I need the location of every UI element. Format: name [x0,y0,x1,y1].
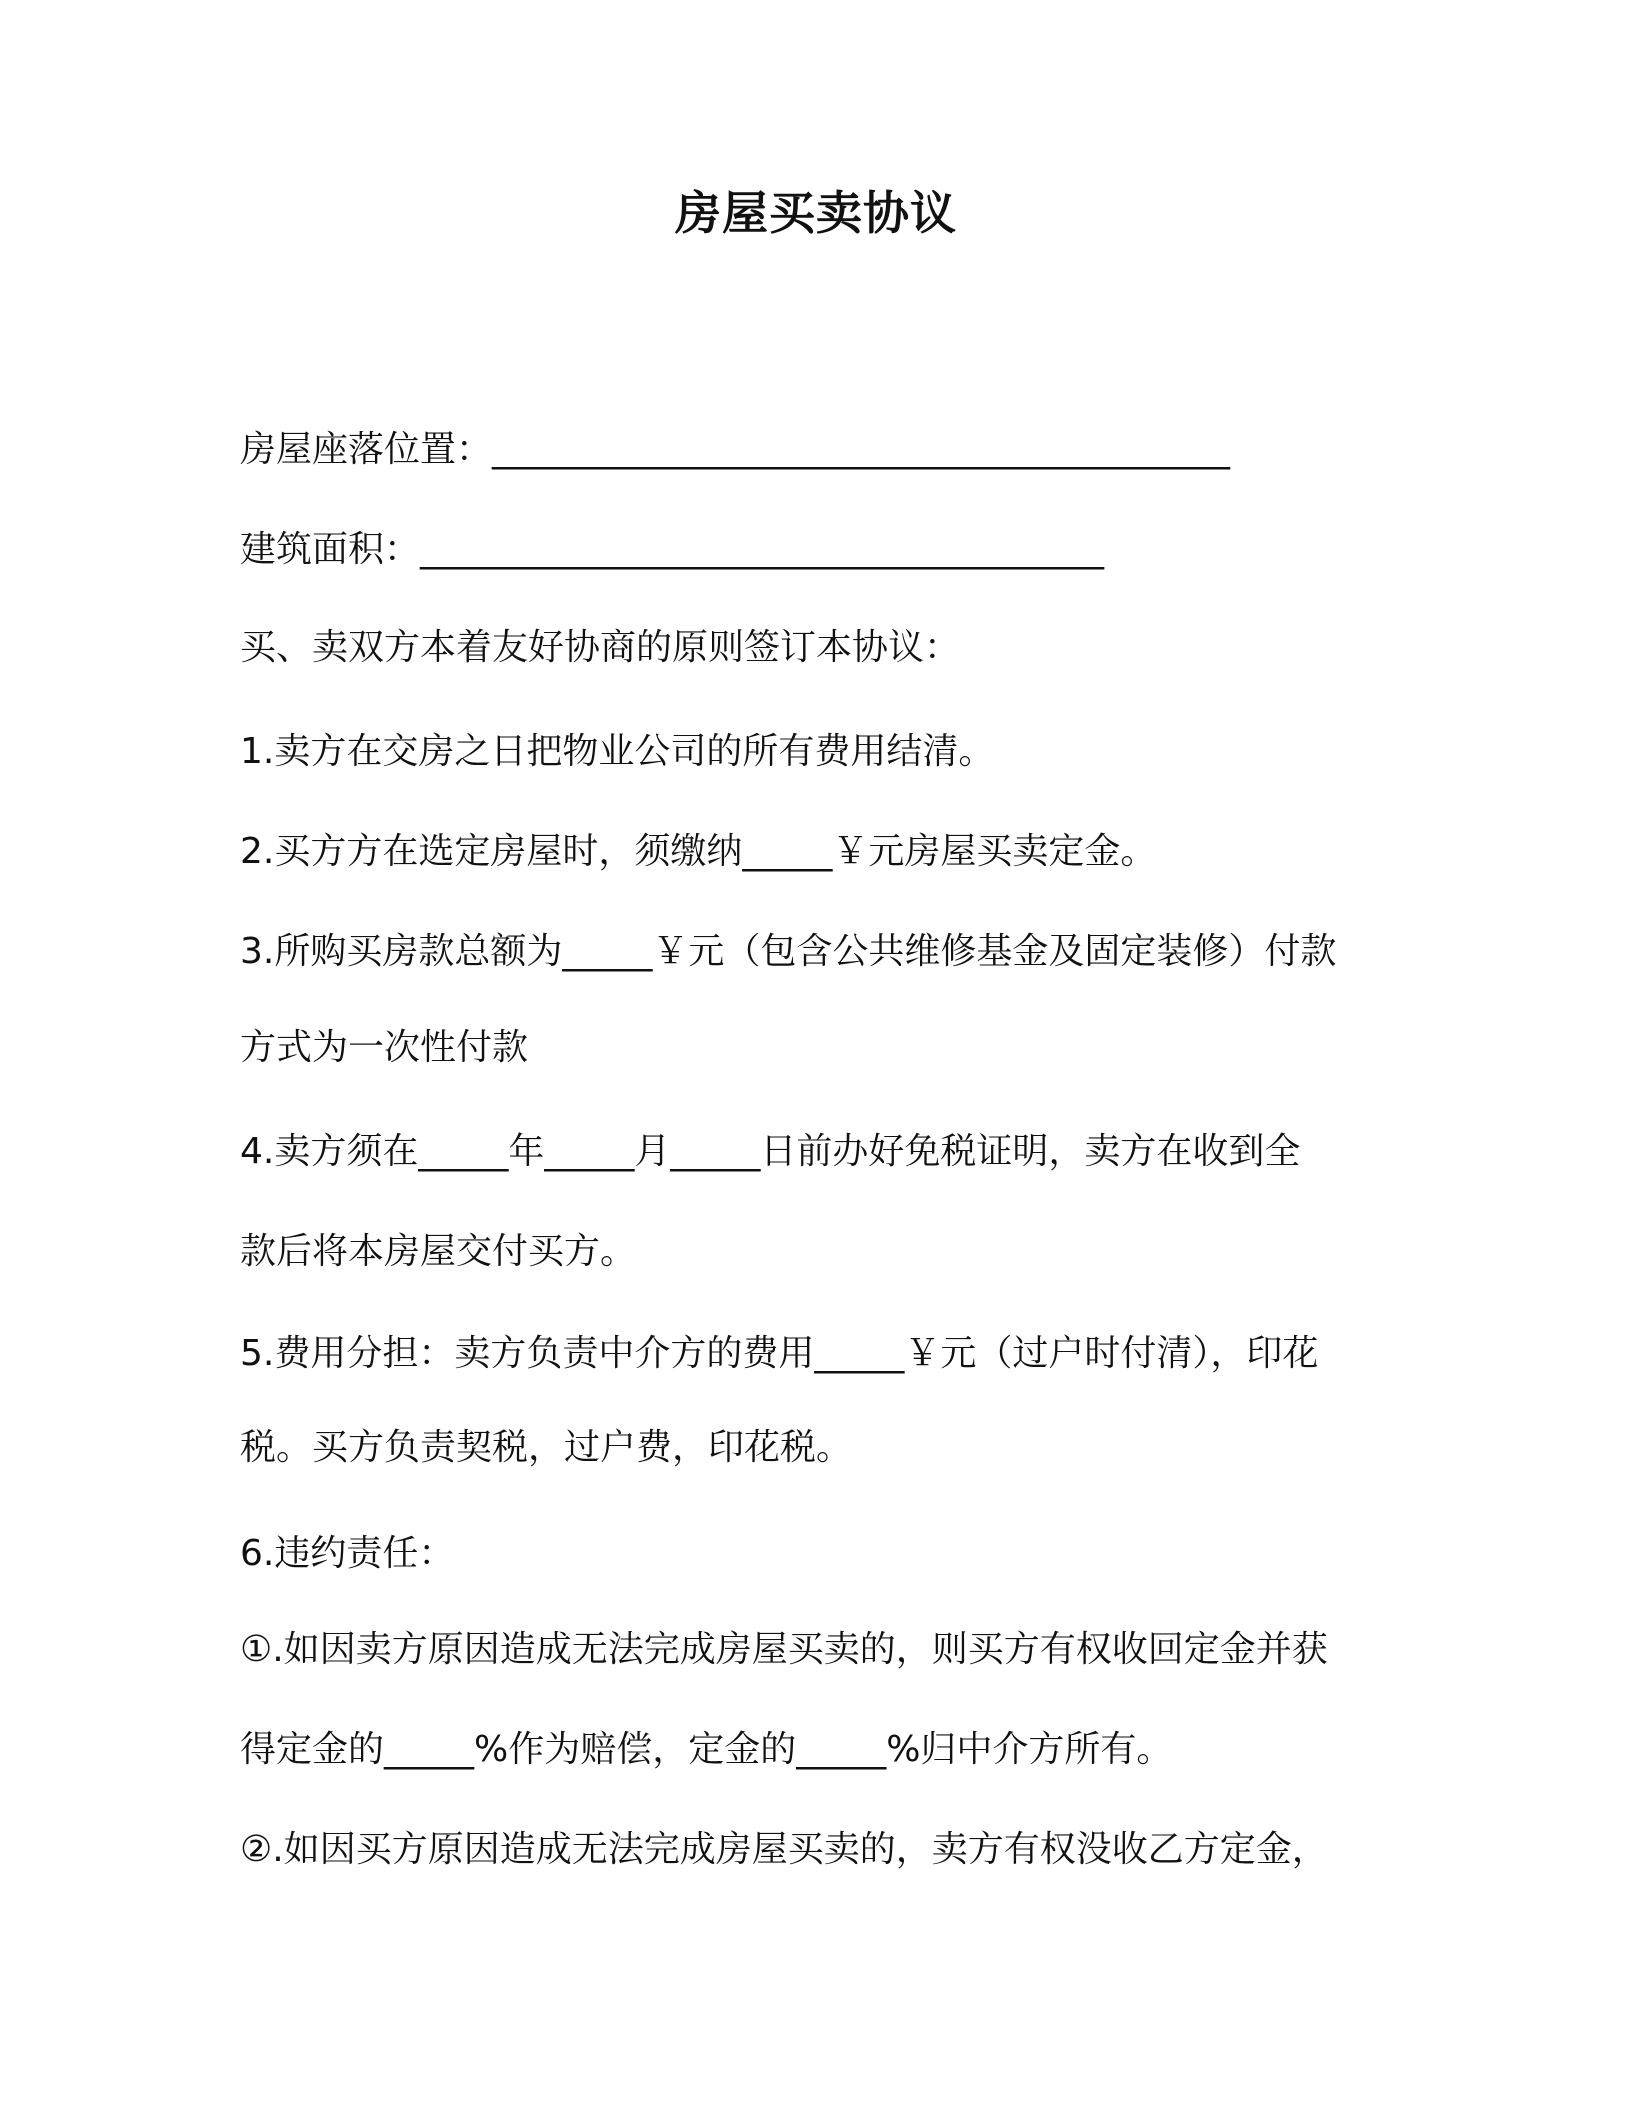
document-title: 房屋买卖协议 [675,186,957,240]
breach-item-1-continuation-line: 得定金的_____%作为赔偿，定金的_____%归中介方所有。 [240,1729,1173,1770]
clause-3-continuation-line: 方式为一次性付款 [240,1027,529,1068]
area-line: 建筑面积：______________________________________ [240,529,1105,570]
clause-3-line: 3.所购买房款总额为_____￥元（包含公共维修基金及固定装修）付款 [240,931,1337,972]
breach-item-1-line: ①.如因卖方原因造成无法完成房屋买卖的，则买方有权收回定金并获 [240,1629,1328,1670]
breach-item-2-line: ②.如因买方原因造成无法完成房屋买卖的，卖方有权没收乙方定金， [240,1829,1328,1870]
clause-1-line: 1.卖方在交房之日把物业公司的所有费用结清。 [240,731,995,772]
clause-4-continuation-line: 款后将本房屋交付买方。 [240,1231,637,1272]
clause-2-line: 2.买方方在选定房屋时，须缴纳_____￥元房屋买卖定金。 [240,831,1157,872]
location-line: 房屋座落位置：_________________________________________ [240,429,1231,470]
clause-6-heading: 6.违约责任： [240,1533,455,1574]
clause-5-line: 5.费用分担：卖方负责中介方的费用_____￥元（过户时付清），印花 [240,1333,1319,1374]
clause-5-continuation-line: 税。买方负责契税，过户费，印花税。 [240,1427,853,1468]
clause-4-line: 4.卖方须在_____年_____月_____日前办好免税证明，卖方在收到全 [240,1131,1301,1172]
preamble-line: 买、卖双方本着友好协商的原则签订本协议： [240,627,961,668]
